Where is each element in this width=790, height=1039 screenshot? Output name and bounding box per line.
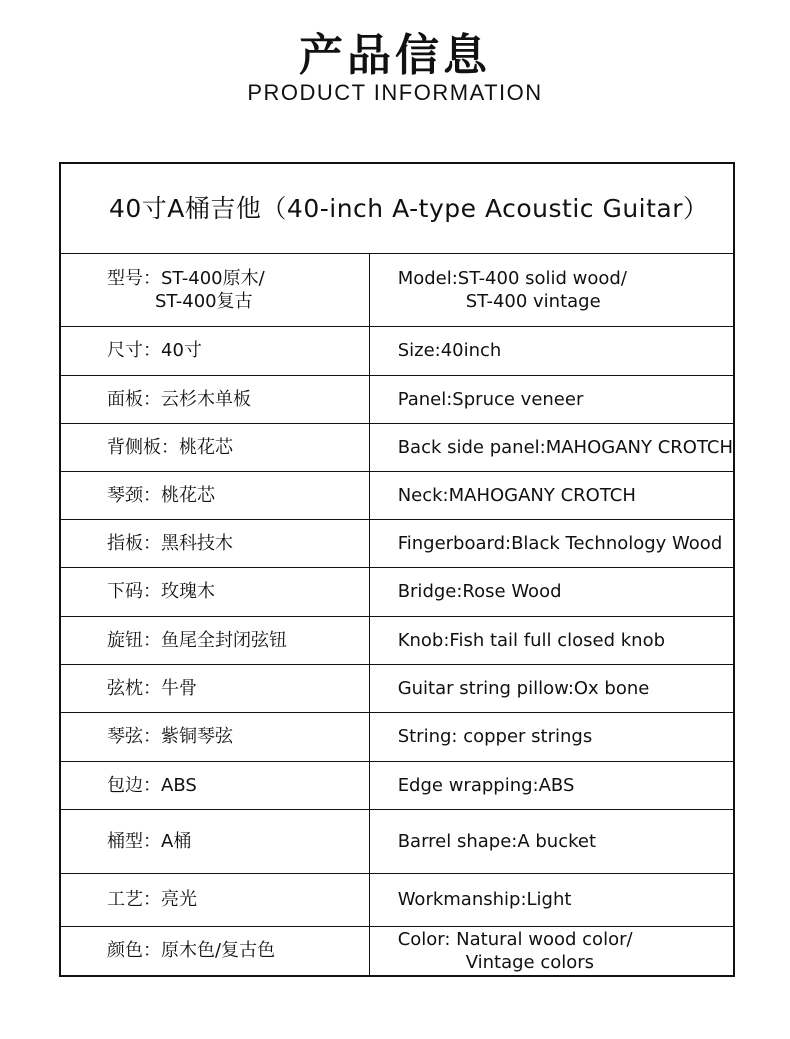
spec-cn-cell: 工艺：亮光 xyxy=(60,873,369,926)
table-row-model xyxy=(60,253,734,326)
spec-cn-cell: 面板：云杉木单板 xyxy=(60,375,369,423)
spec-cn-cell: 颜色：原木色/复古色 xyxy=(60,926,369,976)
spec-cn-cell: 琴颈：桃花芯 xyxy=(60,471,369,519)
spec-cn-cell: 下码：玫瑰木 xyxy=(60,567,369,616)
spec-cn-cell: 指板：黑科技木 xyxy=(60,519,369,567)
spec-cn-cell: 旋钮：鱼尾全封闭弦钮 xyxy=(60,616,369,664)
table-row-bridge xyxy=(60,567,734,616)
table-row-string-pillow xyxy=(60,664,734,712)
spec-en-cell xyxy=(369,253,734,326)
product-spec-table xyxy=(59,162,735,977)
spec-en-cell: Knob:Fish tail full closed knob xyxy=(369,616,734,664)
table-row-color xyxy=(60,926,734,976)
spec-cn-cell: 桶型：A桶 xyxy=(60,809,369,873)
spec-cn-cell: 背侧板：桃花芯 xyxy=(60,423,369,471)
table-row-back-side-panel xyxy=(60,423,734,471)
spec-en-cell: Panel:Spruce veneer xyxy=(369,375,734,423)
spec-en-cell: Fingerboard:Black Technology Wood xyxy=(369,519,734,567)
table-row-barrel-shape xyxy=(60,809,734,873)
table-row-neck xyxy=(60,471,734,519)
spec-en-cell: Barrel shape:A bucket xyxy=(369,809,734,873)
spec-en-text: ST-400 vintage xyxy=(465,290,601,312)
spec-en-cell: Back side panel:MAHOGANY CROTCH xyxy=(369,423,734,471)
spec-cn-cell: 琴弦：紫铜琴弦 xyxy=(60,712,369,761)
table-row-knob xyxy=(60,616,734,664)
table-row-size xyxy=(60,326,734,375)
spec-cn-cell xyxy=(60,253,369,326)
table-title-row xyxy=(60,163,734,253)
spec-cn-cell: 包边：ABS xyxy=(60,761,369,809)
spec-en-text: Vintage colors xyxy=(465,951,595,973)
spec-en-cell: String: copper strings xyxy=(369,712,734,761)
spec-en-cell: Edge wrapping:ABS xyxy=(369,761,734,809)
spec-en-cell: Neck:MAHOGANY CROTCH xyxy=(369,471,734,519)
spec-en-cell: Bridge:Rose Wood xyxy=(369,567,734,616)
spec-en-cell: Workmanship:Light xyxy=(369,873,734,926)
spec-cn-cell: 尺寸：40寸 xyxy=(60,326,369,375)
table-row-strings xyxy=(60,712,734,761)
spec-en-cell: Size:40inch xyxy=(369,326,734,375)
spec-cn-cell: 弦枕：牛骨 xyxy=(60,664,369,712)
spec-en-text: Color: Natural wood color/ xyxy=(397,928,633,950)
table-row-panel xyxy=(60,375,734,423)
spec-cn-text: 型号：ST-400原木/ xyxy=(107,267,265,289)
spec-en-text: Model:ST-400 solid wood/ xyxy=(397,267,627,289)
table-row-edge-wrapping xyxy=(60,761,734,809)
spec-cn-text: ST-400复古 xyxy=(155,290,253,312)
table-row-workmanship xyxy=(60,873,734,926)
spec-en-cell xyxy=(369,926,734,976)
spec-en-cell: Guitar string pillow:Ox bone xyxy=(369,664,734,712)
table-row-fingerboard xyxy=(60,519,734,567)
page-title-en: PRODUCT INFORMATION xyxy=(247,80,543,105)
page-title-cn: 产品信息 xyxy=(299,30,491,81)
product-name: 40寸A桶吉他（40-inch A-type Acoustic Guitar） xyxy=(60,163,734,253)
